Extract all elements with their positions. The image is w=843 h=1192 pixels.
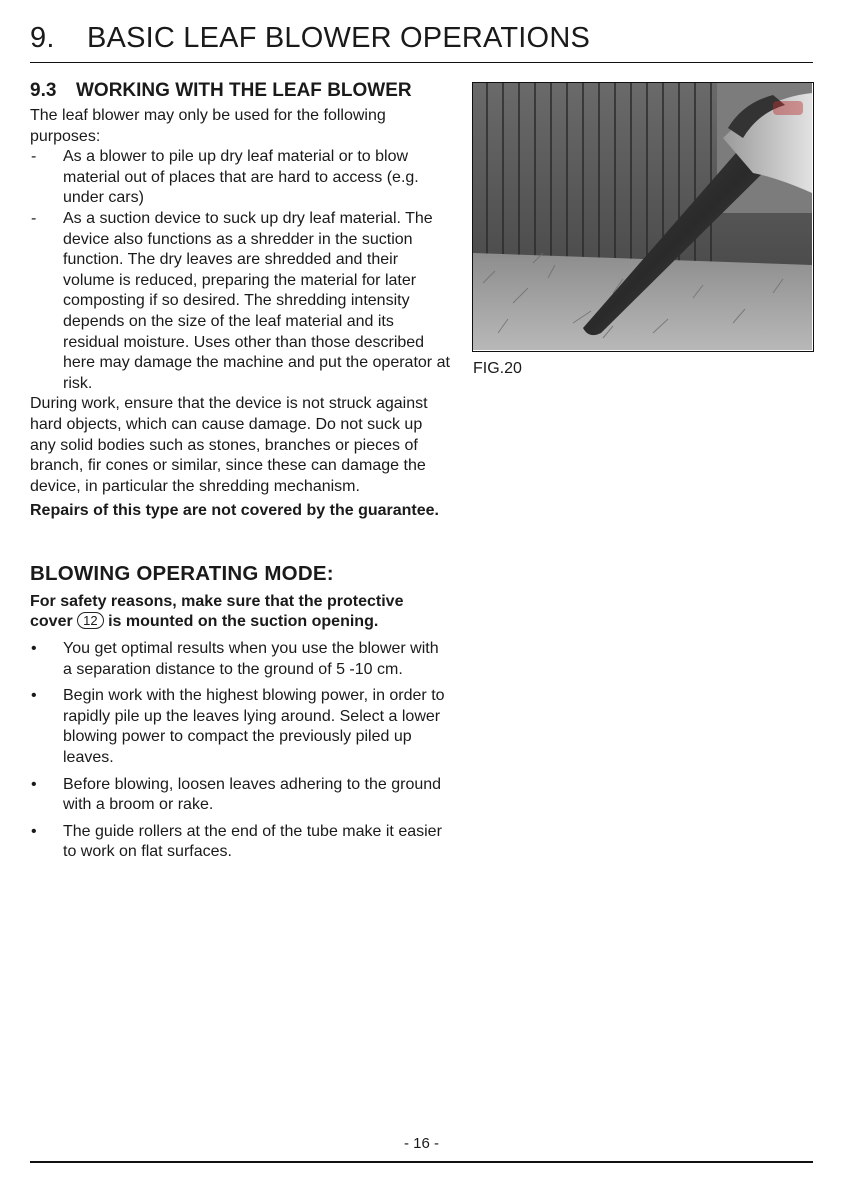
caution-paragraph: During work, ensure that the device is not struck against hard objects, which can cause damage. Do not suck up any solid bodies such as stones, branches or pieces of branch, fir cones or similar, since these can damage the device, in particular the shredding mechanism. bbox=[30, 395, 428, 495]
section-number: 9.3 bbox=[30, 80, 57, 101]
list-item bbox=[30, 639, 450, 680]
blowing-tips-list bbox=[30, 639, 450, 863]
list-item-text: As a blower to pile up dry leaf material or to blow material out of places that are hard to access (e.g. under cars) bbox=[63, 148, 419, 207]
guarantee-note: Repairs of this type are not covered by the guarantee. bbox=[30, 502, 439, 520]
safety-text-end: is mounted on the suction opening. bbox=[108, 613, 379, 631]
uses-list bbox=[30, 147, 450, 394]
list-item-text: As a suction device to suck up dry leaf material. The device also functions as a shredder in the suction function. The dry leaves are shredded and their volume is reduced, preparing the material for later composting if so desired. The shredding intensity depends on the size of the leaf material and its residual moisture. Uses other than those described here may damage the machine and put the operator at risk. bbox=[63, 209, 450, 392]
section-title: WORKING WITH THE LEAF BLOWER bbox=[76, 80, 412, 101]
footer-divider bbox=[30, 1161, 813, 1163]
section-intro: The leaf blower may only be used for the following purposes: bbox=[30, 107, 386, 145]
safety-text-start: For safety reasons, make sure that the protective cover bbox=[30, 592, 404, 631]
list-item-text: You get optimal results when you use the blower with a separation distance to the ground of 5 -10 cm. bbox=[63, 640, 439, 678]
figure-photo bbox=[472, 82, 814, 352]
chapter-title-text: BASIC LEAF BLOWER OPERATIONS bbox=[87, 22, 591, 54]
list-item bbox=[30, 775, 450, 816]
list-item bbox=[30, 686, 450, 768]
list-marker: - bbox=[31, 148, 37, 166]
list-marker: - bbox=[31, 209, 37, 227]
list-item-text: Before blowing, loosen leaves adhering to the ground with a broom or rake. bbox=[63, 775, 442, 814]
list-item bbox=[30, 209, 450, 394]
main-text-column bbox=[30, 80, 450, 869]
list-item-text: The guide rollers at the end of the tube make it easier to work on flat surfaces. bbox=[63, 822, 442, 861]
page-number: - 16 - bbox=[403, 1135, 439, 1152]
leaf-blower-photo-illustration bbox=[473, 83, 812, 350]
list-item bbox=[30, 147, 450, 209]
section-heading bbox=[30, 80, 450, 102]
part-reference-badge: 12 bbox=[77, 612, 103, 629]
bullet-marker: • bbox=[31, 640, 37, 658]
header-divider bbox=[30, 62, 813, 63]
chapter-number: 9. bbox=[30, 22, 55, 54]
chapter-title bbox=[30, 22, 590, 55]
list-item bbox=[30, 822, 450, 863]
list-item-text: Begin work with the highest blowing power, in order to rapidly pile up the leaves lying around. Select a lower blowing power to compact the previously piled up leaves. bbox=[63, 687, 445, 767]
safety-note bbox=[30, 592, 450, 633]
blowing-mode-heading: BLOWING OPERATING MODE: bbox=[30, 561, 334, 585]
bullet-marker: • bbox=[31, 687, 37, 705]
bullet-marker: • bbox=[31, 822, 37, 840]
figure-caption: FIG.20 bbox=[473, 360, 522, 377]
bullet-marker: • bbox=[31, 775, 37, 793]
